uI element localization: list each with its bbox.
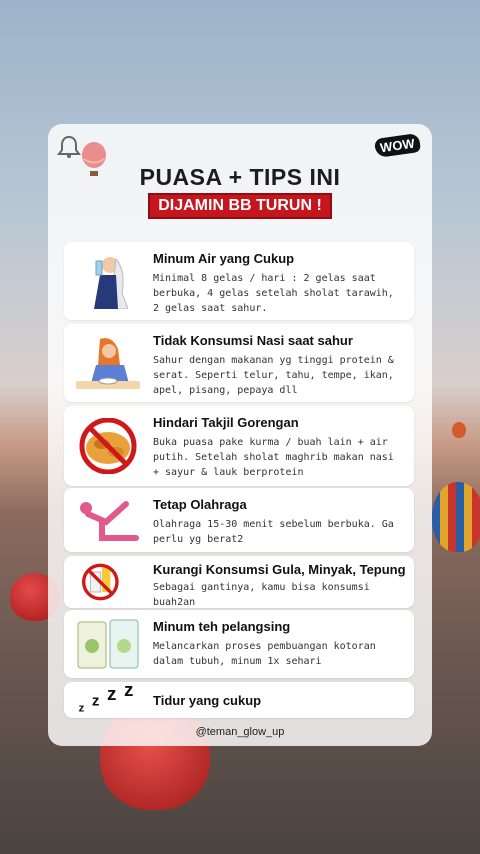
svg-text:z: z (78, 702, 85, 715)
no-sugar-oil-flour-icon (72, 558, 132, 606)
wow-badge: WOW (374, 133, 421, 158)
tips-card (48, 124, 432, 746)
tip-card-sleep (64, 682, 414, 718)
tip-title: Tetap Olahraga (153, 497, 247, 512)
tip-title: Minum Air yang Cukup (153, 251, 295, 266)
sleep-zzz-icon (72, 683, 142, 717)
bell-icon (56, 134, 82, 160)
tip-description: Buka puasa pake kurma / buah lain + air putih. Setelah sholat maghrib makan nasi + sayur & lauk berprotein (153, 437, 394, 478)
tip-title: Tidak Konsumsi Nasi saat sahur (153, 333, 353, 348)
eating-woman-illustration (72, 335, 144, 391)
tip-card-water (64, 242, 414, 320)
slimming-tea-packs-image (72, 616, 144, 672)
author-handle: @teman_glow_up (195, 726, 285, 738)
tip-description: Olahraga 15-30 menit sebelum berbuka. Ga perlu yg berat2 (153, 519, 394, 545)
tip-card-no-fried (64, 406, 414, 486)
tip-description: Sebagai gantinya, kamu bisa konsumsi buah2an (153, 582, 370, 608)
tip-card-slimming-tea (64, 610, 414, 678)
tip-title: Minum teh pelangsing (153, 619, 291, 634)
tip-description: Melancarkan proses pembuangan kotoran dalam tubuh, minum 1x sehari (153, 641, 376, 667)
tip-card-no-rice (64, 324, 414, 402)
background-balloon-right (432, 482, 480, 552)
no-fried-food-icon (72, 418, 144, 474)
tip-title: Tidur yang cukup (153, 693, 262, 708)
stretching-illustration (72, 492, 144, 548)
svg-text:z: z (107, 684, 117, 705)
background-balloon-small (452, 422, 466, 438)
page-subtitle: DIJAMIN BB TURUN ! (148, 193, 332, 219)
tip-title: Hindari Takjil Gorengan (153, 415, 299, 430)
tip-title: Kurangi Konsumsi Gula, Minyak, Tepung (153, 562, 406, 577)
drinking-water-illustration (72, 253, 144, 309)
tip-card-exercise (64, 488, 414, 552)
page-title: PUASA + TIPS INI (139, 164, 341, 190)
tip-card-reduce-sugar (64, 556, 414, 608)
tip-description: Sahur dengan makanan yg tinggi protein & serat. Seperti telur, tahu, tempe, ikan, apel, pisang, pepaya dll (153, 355, 394, 396)
tip-description: Minimal 8 gelas / hari : 2 gelas saat berbuka, 4 gelas setelah sholat tarawih, 2 gelas saat sahur. (153, 273, 394, 314)
svg-text:z: z (124, 683, 134, 702)
svg-text:z: z (91, 692, 100, 710)
